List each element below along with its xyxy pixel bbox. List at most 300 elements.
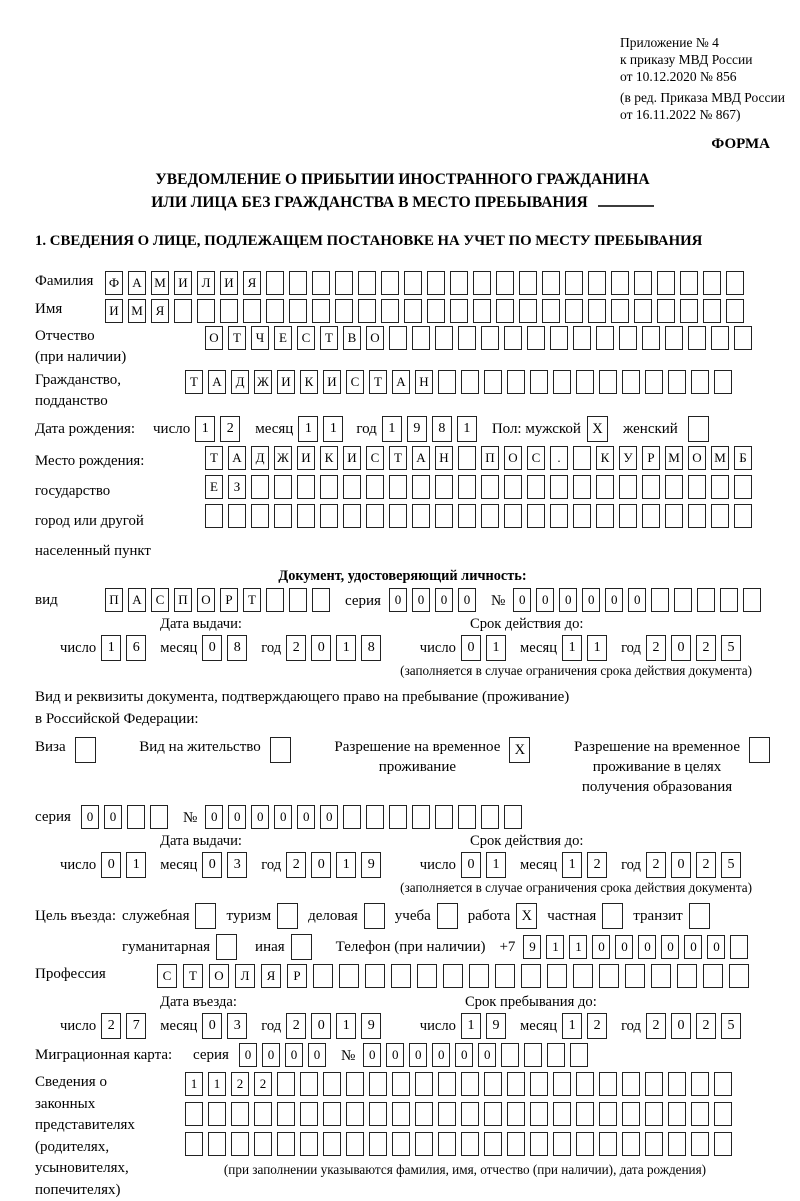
char-cell[interactable] xyxy=(277,1072,295,1096)
char-cell[interactable] xyxy=(496,299,514,323)
char-cell[interactable] xyxy=(438,370,456,394)
char-cell[interactable] xyxy=(417,964,437,988)
char-cell[interactable] xyxy=(438,1132,456,1156)
char-cell[interactable] xyxy=(366,805,384,829)
char-cell[interactable] xyxy=(657,299,675,323)
char-cell[interactable] xyxy=(274,504,292,528)
char-cell[interactable]: Я xyxy=(261,964,281,988)
char-cell[interactable] xyxy=(527,475,545,499)
char-cell[interactable] xyxy=(369,1132,387,1156)
purpose-transit-checkbox[interactable] xyxy=(689,903,710,929)
char-cell[interactable] xyxy=(573,475,591,499)
char-cell[interactable] xyxy=(729,964,749,988)
char-cell[interactable] xyxy=(343,504,361,528)
char-cell[interactable]: 0 xyxy=(81,805,99,829)
char-cell[interactable]: 1 xyxy=(336,635,356,661)
char-cell[interactable] xyxy=(366,475,384,499)
char-cell[interactable] xyxy=(458,475,476,499)
char-cell[interactable] xyxy=(576,1102,594,1126)
char-cell[interactable] xyxy=(734,326,752,350)
char-cell[interactable] xyxy=(358,299,376,323)
char-cell[interactable] xyxy=(438,1072,456,1096)
char-cell[interactable] xyxy=(473,271,491,295)
char-cell[interactable]: И xyxy=(174,271,192,295)
char-cell[interactable] xyxy=(547,964,567,988)
char-cell[interactable]: . xyxy=(550,446,568,470)
char-cell[interactable]: 0 xyxy=(228,805,246,829)
char-cell[interactable]: Н xyxy=(415,370,433,394)
char-cell[interactable] xyxy=(458,326,476,350)
char-cell[interactable] xyxy=(711,475,729,499)
char-cell[interactable] xyxy=(205,504,223,528)
char-cell[interactable] xyxy=(392,1132,410,1156)
char-cell[interactable]: 0 xyxy=(202,852,222,878)
char-cell[interactable] xyxy=(458,446,476,470)
char-cell[interactable] xyxy=(412,326,430,350)
char-cell[interactable] xyxy=(484,370,502,394)
char-cell[interactable] xyxy=(320,475,338,499)
char-cell[interactable] xyxy=(622,1132,640,1156)
char-cell[interactable] xyxy=(389,326,407,350)
purpose-work-checkbox[interactable]: X xyxy=(516,903,537,929)
char-cell[interactable] xyxy=(300,1132,318,1156)
char-cell[interactable] xyxy=(220,299,238,323)
char-cell[interactable] xyxy=(392,1072,410,1096)
purpose-other-checkbox[interactable] xyxy=(291,934,312,960)
char-cell[interactable] xyxy=(645,1072,663,1096)
char-cell[interactable]: П xyxy=(105,588,123,612)
char-cell[interactable]: 0 xyxy=(409,1043,427,1067)
char-cell[interactable]: 0 xyxy=(615,935,633,959)
char-cell[interactable] xyxy=(323,1132,341,1156)
char-cell[interactable] xyxy=(524,1043,542,1067)
char-cell[interactable]: 2 xyxy=(646,1013,666,1039)
char-cell[interactable]: 0 xyxy=(661,935,679,959)
char-cell[interactable] xyxy=(481,326,499,350)
char-cell[interactable] xyxy=(553,1072,571,1096)
char-cell[interactable] xyxy=(665,504,683,528)
char-cell[interactable] xyxy=(266,299,284,323)
char-cell[interactable]: 0 xyxy=(628,588,646,612)
char-cell[interactable]: 0 xyxy=(311,852,331,878)
char-cell[interactable] xyxy=(588,299,606,323)
char-cell[interactable] xyxy=(312,271,330,295)
char-cell[interactable] xyxy=(619,475,637,499)
char-cell[interactable] xyxy=(711,326,729,350)
char-cell[interactable]: 0 xyxy=(205,805,223,829)
char-cell[interactable] xyxy=(404,271,422,295)
char-cell[interactable] xyxy=(461,1132,479,1156)
char-cell[interactable] xyxy=(251,475,269,499)
purpose-official-checkbox[interactable] xyxy=(195,903,216,929)
sex-female-checkbox[interactable] xyxy=(688,416,709,442)
char-cell[interactable] xyxy=(507,1102,525,1126)
char-cell[interactable] xyxy=(323,1072,341,1096)
char-cell[interactable]: 1 xyxy=(195,416,215,442)
char-cell[interactable] xyxy=(339,964,359,988)
char-cell[interactable]: 2 xyxy=(286,852,306,878)
char-cell[interactable]: 2 xyxy=(646,852,666,878)
char-cell[interactable] xyxy=(185,1132,203,1156)
char-cell[interactable] xyxy=(542,299,560,323)
char-cell[interactable] xyxy=(231,1102,249,1126)
char-cell[interactable]: О xyxy=(366,326,384,350)
char-cell[interactable]: Я xyxy=(151,299,169,323)
char-cell[interactable] xyxy=(323,1102,341,1126)
char-cell[interactable] xyxy=(714,370,732,394)
char-cell[interactable] xyxy=(714,1132,732,1156)
char-cell[interactable]: 1 xyxy=(101,635,121,661)
char-cell[interactable] xyxy=(277,1102,295,1126)
char-cell[interactable] xyxy=(651,964,671,988)
char-cell[interactable] xyxy=(150,805,168,829)
char-cell[interactable]: 7 xyxy=(126,1013,146,1039)
char-cell[interactable] xyxy=(277,1132,295,1156)
char-cell[interactable]: 0 xyxy=(582,588,600,612)
char-cell[interactable]: 1 xyxy=(185,1072,203,1096)
char-cell[interactable]: И xyxy=(277,370,295,394)
char-cell[interactable] xyxy=(228,504,246,528)
char-cell[interactable]: Р xyxy=(642,446,660,470)
char-cell[interactable] xyxy=(289,271,307,295)
char-cell[interactable]: 0 xyxy=(461,852,481,878)
char-cell[interactable]: 0 xyxy=(559,588,577,612)
char-cell[interactable] xyxy=(734,504,752,528)
char-cell[interactable] xyxy=(519,271,537,295)
char-cell[interactable] xyxy=(576,1072,594,1096)
char-cell[interactable]: 0 xyxy=(435,588,453,612)
char-cell[interactable]: И xyxy=(343,446,361,470)
char-cell[interactable]: 2 xyxy=(231,1072,249,1096)
char-cell[interactable] xyxy=(714,1072,732,1096)
char-cell[interactable] xyxy=(504,805,522,829)
char-cell[interactable]: 8 xyxy=(227,635,247,661)
visa-checkbox[interactable] xyxy=(75,737,96,763)
char-cell[interactable]: Я xyxy=(243,271,261,295)
char-cell[interactable] xyxy=(726,299,744,323)
purpose-business-checkbox[interactable] xyxy=(364,903,385,929)
char-cell[interactable] xyxy=(389,504,407,528)
char-cell[interactable] xyxy=(519,299,537,323)
char-cell[interactable]: 1 xyxy=(486,635,506,661)
char-cell[interactable]: 0 xyxy=(202,635,222,661)
char-cell[interactable] xyxy=(550,326,568,350)
char-cell[interactable] xyxy=(622,1072,640,1096)
char-cell[interactable] xyxy=(697,588,715,612)
char-cell[interactable]: О xyxy=(197,588,215,612)
char-cell[interactable]: О xyxy=(209,964,229,988)
char-cell[interactable] xyxy=(391,964,411,988)
char-cell[interactable]: М xyxy=(151,271,169,295)
char-cell[interactable] xyxy=(507,1132,525,1156)
char-cell[interactable] xyxy=(680,271,698,295)
char-cell[interactable] xyxy=(435,805,453,829)
char-cell[interactable] xyxy=(231,1132,249,1156)
char-cell[interactable]: О xyxy=(205,326,223,350)
char-cell[interactable] xyxy=(645,1132,663,1156)
char-cell[interactable]: Д xyxy=(251,446,269,470)
purpose-private-checkbox[interactable] xyxy=(602,903,623,929)
char-cell[interactable]: Т xyxy=(228,326,246,350)
char-cell[interactable]: 0 xyxy=(274,805,292,829)
char-cell[interactable] xyxy=(450,299,468,323)
char-cell[interactable] xyxy=(481,475,499,499)
char-cell[interactable]: О xyxy=(688,446,706,470)
char-cell[interactable]: П xyxy=(174,588,192,612)
char-cell[interactable]: 0 xyxy=(308,1043,326,1067)
char-cell[interactable]: 0 xyxy=(386,1043,404,1067)
char-cell[interactable] xyxy=(254,1132,272,1156)
char-cell[interactable]: 0 xyxy=(638,935,656,959)
char-cell[interactable]: П xyxy=(481,446,499,470)
char-cell[interactable] xyxy=(668,1132,686,1156)
char-cell[interactable]: К xyxy=(320,446,338,470)
char-cell[interactable] xyxy=(550,504,568,528)
char-cell[interactable]: 2 xyxy=(587,852,607,878)
char-cell[interactable] xyxy=(665,326,683,350)
purpose-tourism-checkbox[interactable] xyxy=(277,903,298,929)
char-cell[interactable] xyxy=(127,805,145,829)
char-cell[interactable] xyxy=(251,504,269,528)
char-cell[interactable]: 5 xyxy=(721,635,741,661)
char-cell[interactable] xyxy=(711,504,729,528)
char-cell[interactable] xyxy=(507,1072,525,1096)
char-cell[interactable] xyxy=(688,326,706,350)
char-cell[interactable] xyxy=(688,475,706,499)
char-cell[interactable]: 9 xyxy=(407,416,427,442)
char-cell[interactable]: Ж xyxy=(274,446,292,470)
char-cell[interactable] xyxy=(300,1072,318,1096)
char-cell[interactable] xyxy=(680,299,698,323)
char-cell[interactable]: 1 xyxy=(562,1013,582,1039)
char-cell[interactable]: 1 xyxy=(126,852,146,878)
char-cell[interactable] xyxy=(530,370,548,394)
char-cell[interactable] xyxy=(619,326,637,350)
char-cell[interactable]: О xyxy=(504,446,522,470)
char-cell[interactable] xyxy=(185,1102,203,1126)
char-cell[interactable]: 1 xyxy=(208,1072,226,1096)
char-cell[interactable] xyxy=(427,271,445,295)
sex-male-checkbox[interactable]: X xyxy=(587,416,608,442)
char-cell[interactable]: 2 xyxy=(254,1072,272,1096)
char-cell[interactable]: 0 xyxy=(605,588,623,612)
char-cell[interactable] xyxy=(289,588,307,612)
char-cell[interactable]: 2 xyxy=(696,1013,716,1039)
char-cell[interactable] xyxy=(542,271,560,295)
char-cell[interactable]: 0 xyxy=(285,1043,303,1067)
char-cell[interactable] xyxy=(389,475,407,499)
residence-permit-checkbox[interactable] xyxy=(270,737,291,763)
char-cell[interactable] xyxy=(469,964,489,988)
char-cell[interactable] xyxy=(450,271,468,295)
char-cell[interactable] xyxy=(657,271,675,295)
char-cell[interactable] xyxy=(521,964,541,988)
char-cell[interactable] xyxy=(743,588,761,612)
char-cell[interactable]: 0 xyxy=(311,635,331,661)
char-cell[interactable] xyxy=(435,326,453,350)
char-cell[interactable] xyxy=(481,504,499,528)
temp-residence-checkbox[interactable]: X xyxy=(509,737,530,763)
char-cell[interactable] xyxy=(461,370,479,394)
char-cell[interactable] xyxy=(484,1072,502,1096)
char-cell[interactable]: З xyxy=(228,475,246,499)
char-cell[interactable] xyxy=(714,1102,732,1126)
char-cell[interactable]: 9 xyxy=(361,852,381,878)
char-cell[interactable]: 1 xyxy=(546,935,564,959)
char-cell[interactable]: 0 xyxy=(671,1013,691,1039)
char-cell[interactable] xyxy=(596,475,614,499)
char-cell[interactable]: 1 xyxy=(457,416,477,442)
char-cell[interactable]: 1 xyxy=(486,852,506,878)
char-cell[interactable] xyxy=(313,964,333,988)
char-cell[interactable]: 1 xyxy=(298,416,318,442)
char-cell[interactable] xyxy=(527,504,545,528)
char-cell[interactable] xyxy=(461,1072,479,1096)
char-cell[interactable] xyxy=(496,271,514,295)
char-cell[interactable]: А xyxy=(412,446,430,470)
char-cell[interactable] xyxy=(435,475,453,499)
char-cell[interactable]: 2 xyxy=(101,1013,121,1039)
char-cell[interactable] xyxy=(611,299,629,323)
char-cell[interactable]: 0 xyxy=(513,588,531,612)
char-cell[interactable]: М xyxy=(665,446,683,470)
char-cell[interactable] xyxy=(596,326,614,350)
char-cell[interactable]: 0 xyxy=(363,1043,381,1067)
char-cell[interactable] xyxy=(570,1043,588,1067)
char-cell[interactable] xyxy=(553,370,571,394)
char-cell[interactable] xyxy=(481,805,499,829)
char-cell[interactable]: 1 xyxy=(461,1013,481,1039)
char-cell[interactable]: 1 xyxy=(336,1013,356,1039)
char-cell[interactable]: 0 xyxy=(297,805,315,829)
char-cell[interactable] xyxy=(415,1132,433,1156)
char-cell[interactable] xyxy=(392,1102,410,1126)
char-cell[interactable] xyxy=(473,299,491,323)
char-cell[interactable] xyxy=(381,299,399,323)
char-cell[interactable]: А xyxy=(128,271,146,295)
char-cell[interactable] xyxy=(266,588,284,612)
char-cell[interactable]: М xyxy=(711,446,729,470)
char-cell[interactable] xyxy=(599,370,617,394)
char-cell[interactable] xyxy=(599,1072,617,1096)
char-cell[interactable]: 0 xyxy=(202,1013,222,1039)
char-cell[interactable] xyxy=(501,1043,519,1067)
char-cell[interactable]: 1 xyxy=(569,935,587,959)
char-cell[interactable]: Н xyxy=(435,446,453,470)
char-cell[interactable]: 1 xyxy=(382,416,402,442)
char-cell[interactable] xyxy=(703,271,721,295)
char-cell[interactable]: 0 xyxy=(536,588,554,612)
char-cell[interactable] xyxy=(415,1072,433,1096)
char-cell[interactable] xyxy=(427,299,445,323)
char-cell[interactable] xyxy=(611,271,629,295)
char-cell[interactable]: В xyxy=(343,326,361,350)
char-cell[interactable] xyxy=(665,475,683,499)
char-cell[interactable]: С xyxy=(151,588,169,612)
char-cell[interactable] xyxy=(668,370,686,394)
char-cell[interactable]: 5 xyxy=(721,852,741,878)
char-cell[interactable] xyxy=(312,588,330,612)
char-cell[interactable] xyxy=(668,1102,686,1126)
char-cell[interactable]: Р xyxy=(287,964,307,988)
char-cell[interactable] xyxy=(596,504,614,528)
char-cell[interactable] xyxy=(366,504,384,528)
char-cell[interactable]: А xyxy=(228,446,246,470)
char-cell[interactable] xyxy=(642,504,660,528)
char-cell[interactable] xyxy=(412,805,430,829)
char-cell[interactable]: М xyxy=(128,299,146,323)
char-cell[interactable] xyxy=(730,935,748,959)
char-cell[interactable]: 0 xyxy=(262,1043,280,1067)
char-cell[interactable] xyxy=(208,1102,226,1126)
char-cell[interactable] xyxy=(734,475,752,499)
char-cell[interactable]: 0 xyxy=(239,1043,257,1067)
char-cell[interactable]: 2 xyxy=(646,635,666,661)
char-cell[interactable] xyxy=(599,1102,617,1126)
char-cell[interactable] xyxy=(404,299,422,323)
char-cell[interactable] xyxy=(266,271,284,295)
char-cell[interactable]: 6 xyxy=(126,635,146,661)
char-cell[interactable] xyxy=(365,964,385,988)
char-cell[interactable] xyxy=(691,1102,709,1126)
char-cell[interactable]: А xyxy=(128,588,146,612)
char-cell[interactable] xyxy=(703,964,723,988)
char-cell[interactable]: Т xyxy=(243,588,261,612)
char-cell[interactable]: И xyxy=(297,446,315,470)
char-cell[interactable] xyxy=(619,504,637,528)
char-cell[interactable]: С xyxy=(527,446,545,470)
char-cell[interactable] xyxy=(346,1132,364,1156)
char-cell[interactable] xyxy=(530,1132,548,1156)
char-cell[interactable] xyxy=(668,1072,686,1096)
char-cell[interactable] xyxy=(599,964,619,988)
char-cell[interactable]: Р xyxy=(220,588,238,612)
char-cell[interactable] xyxy=(335,299,353,323)
char-cell[interactable]: 0 xyxy=(707,935,725,959)
char-cell[interactable]: 0 xyxy=(671,635,691,661)
temp-residence-education-checkbox[interactable] xyxy=(749,737,770,763)
char-cell[interactable] xyxy=(622,370,640,394)
char-cell[interactable] xyxy=(547,1043,565,1067)
char-cell[interactable] xyxy=(243,299,261,323)
char-cell[interactable]: С xyxy=(157,964,177,988)
char-cell[interactable]: А xyxy=(392,370,410,394)
char-cell[interactable] xyxy=(588,271,606,295)
char-cell[interactable] xyxy=(625,964,645,988)
char-cell[interactable] xyxy=(674,588,692,612)
char-cell[interactable] xyxy=(504,326,522,350)
char-cell[interactable]: С xyxy=(366,446,384,470)
char-cell[interactable] xyxy=(274,475,292,499)
char-cell[interactable]: Ф xyxy=(105,271,123,295)
char-cell[interactable] xyxy=(530,1102,548,1126)
char-cell[interactable]: 1 xyxy=(562,635,582,661)
char-cell[interactable]: А xyxy=(208,370,226,394)
char-cell[interactable]: 8 xyxy=(432,416,452,442)
char-cell[interactable]: 0 xyxy=(251,805,269,829)
char-cell[interactable] xyxy=(634,271,652,295)
char-cell[interactable] xyxy=(553,1102,571,1126)
char-cell[interactable]: Т xyxy=(389,446,407,470)
char-cell[interactable]: 0 xyxy=(432,1043,450,1067)
char-cell[interactable]: И xyxy=(220,271,238,295)
char-cell[interactable]: 1 xyxy=(562,852,582,878)
char-cell[interactable]: 0 xyxy=(389,588,407,612)
char-cell[interactable] xyxy=(634,299,652,323)
char-cell[interactable] xyxy=(484,1102,502,1126)
char-cell[interactable]: 9 xyxy=(523,935,541,959)
char-cell[interactable]: 0 xyxy=(311,1013,331,1039)
